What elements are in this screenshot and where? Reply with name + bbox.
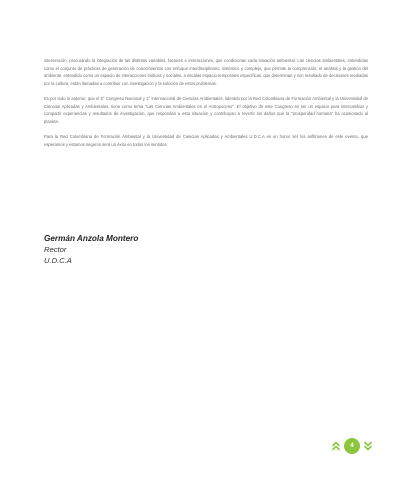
double-chevron-down-icon: [364, 441, 372, 451]
body-paragraph: Para la Red Colombiana de Formación Ambiental y la Universidad de Ciencias Aplicadas y Ambientales U.D.C.A es un honor ser los anfitriones de este evento, que esperamos y estamos seguros será un éxito en todos los sentidos.: [44, 134, 368, 147]
double-chevron-up-icon: [332, 441, 340, 451]
signatory-name: Germán Anzola Montero: [44, 234, 139, 243]
document-body: [44, 57, 368, 154]
signatory-role: Rector: [44, 245, 67, 254]
next-page-button[interactable]: [363, 439, 373, 453]
signatory-institution: U.D.C.A: [44, 256, 72, 265]
page-number-badge: 4: [344, 438, 360, 454]
body-paragraph: intervención, procurando la integración de las distintas variables, factores e interacciones, que condicionan cada situación ambiental. Las ciencias ambientales, entendidas como el conjunto de prácticas de generación de conocimientos con enfoque interdisciplinario, sistémico y complejo, que permite la comprensión, el análisis y la gestión del ambiente, entendido como un espacio de interacciones bióticas y sociales, a escalas espacio-temporales específicas, que determinan y son resultado de decisiones mediadas por la cultura, están llamadas a contribuir con investigación y la solución de estos problemas.: [44, 58, 369, 86]
page-navigation: [331, 437, 373, 455]
previous-page-button[interactable]: [331, 439, 341, 453]
body-paragraph: Es por todo lo anterior, que el 5° Congreso Nacional y 1° Internacional de Ciencias Ambientales, liderado por la Red Colombiana de Formación Ambiental y la Universidad de Ciencias Aplicadas y Ambientales, tiene como tema "Las Ciencias Ambientales en el Antropoceno". El objetivo de este Congreso es ser un espacio para intercambiar y compartir experiencias y resultados de investigación, que respondan a esta situación y contribuyan a revertir los daños que la "prosperidad humana" ha ocasionado al planeta.: [44, 96, 368, 124]
signature-block: [44, 233, 244, 266]
